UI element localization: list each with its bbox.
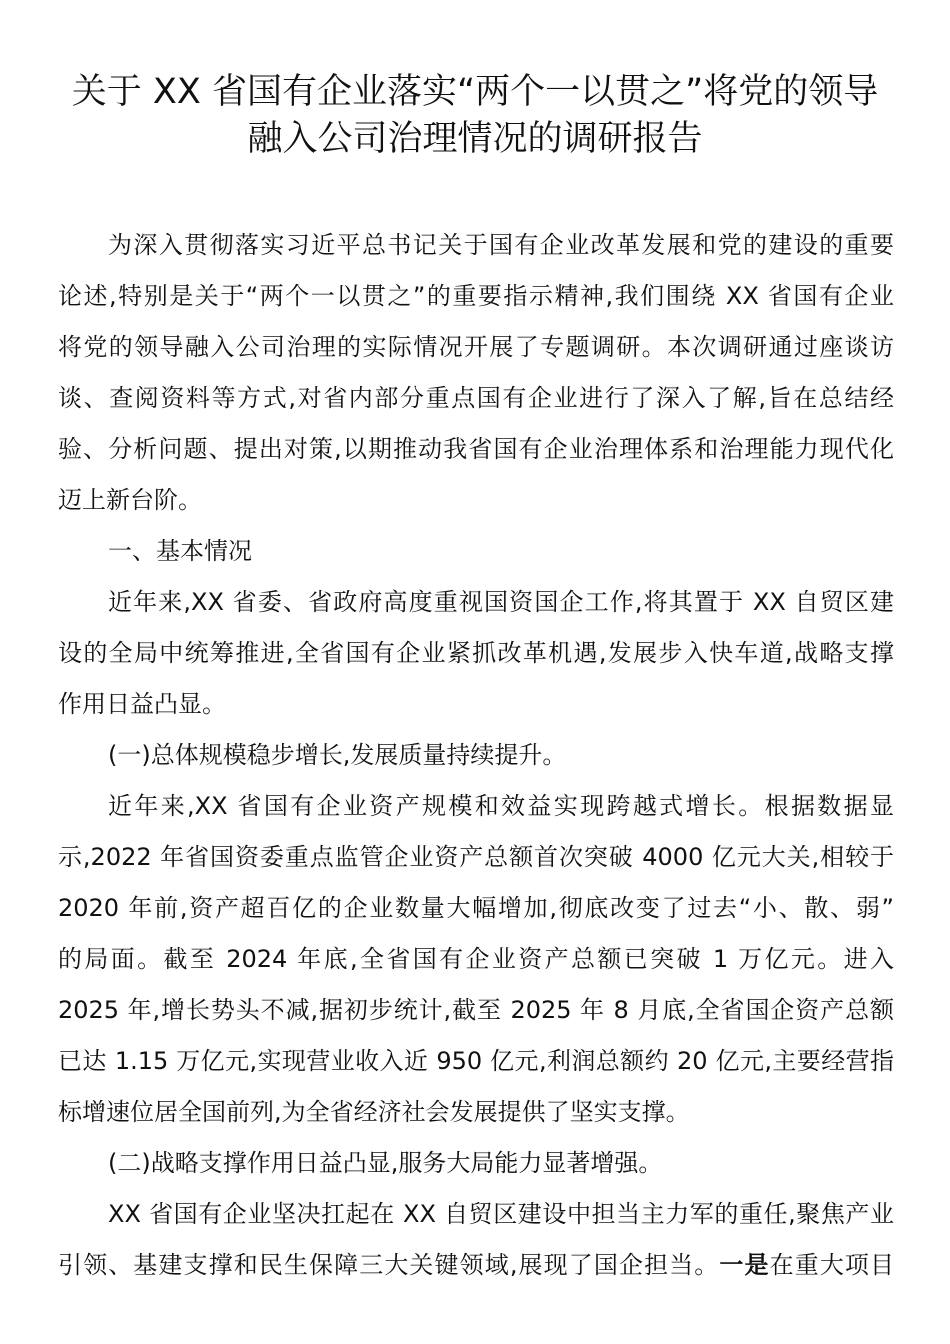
body-line: 为深入贯彻落实习近平总书记关于国有企业改革发展和党的建设的重要 <box>108 231 894 259</box>
subsection-heading: (一)总体规模稳步增长,发展质量持续提升。 <box>108 741 567 769</box>
document-title-line-2: 融入公司治理情况的调研报告 <box>247 119 703 159</box>
body-line: 迈上新台阶。 <box>58 486 202 514</box>
emphasis-text: 一是 <box>719 1251 770 1279</box>
body-line: 的局面。截至 2024 年底,全省国有企业资产总额已突破 1 万亿元。进入 <box>58 945 894 973</box>
body-line: 标增速位居全国前列,为全省经济社会发展提供了坚实支撑。 <box>58 1098 690 1126</box>
body-line: 引领、基建支撑和民生保障三大关键领域,展现了国企担当。一是在重大项目 <box>58 1251 894 1279</box>
body-line: 作用日益凸显。 <box>58 690 226 718</box>
body-line: 设的全局中统筹推进,全省国有企业紧抓改革机遇,发展步入快车道,战略支撑 <box>58 639 894 667</box>
body-line: 已达 1.15 万亿元,实现营业收入近 950 亿元,利润总额约 20 亿元,主要经营指 <box>58 1047 894 1075</box>
body-line: 将党的领导融入公司治理的实际情况开展了专题调研。本次调研通过座谈访 <box>58 333 894 361</box>
body-line: 验、分析问题、提出对策,以期推动我省国有企业治理体系和治理能力现代化 <box>58 435 894 463</box>
body-line: XX 省国有企业坚决扛起在 XX 自贸区建设中担当主力军的重任,聚焦产业 <box>108 1200 894 1228</box>
body-line: 2020 年前,资产超百亿的企业数量大幅增加,彻底改变了过去“小、散、弱” <box>58 894 894 922</box>
section-heading: 一、基本情况 <box>108 537 252 565</box>
body-line: 论述,特别是关于“两个一以贯之”的重要指示精神,我们围绕 XX 省国有企业 <box>58 282 894 310</box>
subsection-heading: (二)战略支撑作用日益凸显,服务大局能力显著增强。 <box>108 1149 663 1177</box>
body-line: 谈、查阅资料等方式,对省内部分重点国有企业进行了深入了解,旨在总结经 <box>58 384 894 412</box>
body-line: 近年来,XX 省国有企业资产规模和效益实现跨越式增长。根据数据显 <box>108 792 894 820</box>
body-line: 近年来,XX 省委、省政府高度重视国资国企工作,将其置于 XX 自贸区建 <box>108 588 894 616</box>
body-line: 2025 年,增长势头不减,据初步统计,截至 2025 年 8 月底,全省国企资产总额 <box>58 996 894 1024</box>
document-body <box>58 220 894 1291</box>
body-line: 示,2022 年省国资委重点监管企业资产总额首次突破 4000 亿元大关,相较于 <box>58 843 894 871</box>
document-title-line-1: 关于 XX 省国有企业落实“两个一以贯之”将党的领导 <box>71 72 879 112</box>
